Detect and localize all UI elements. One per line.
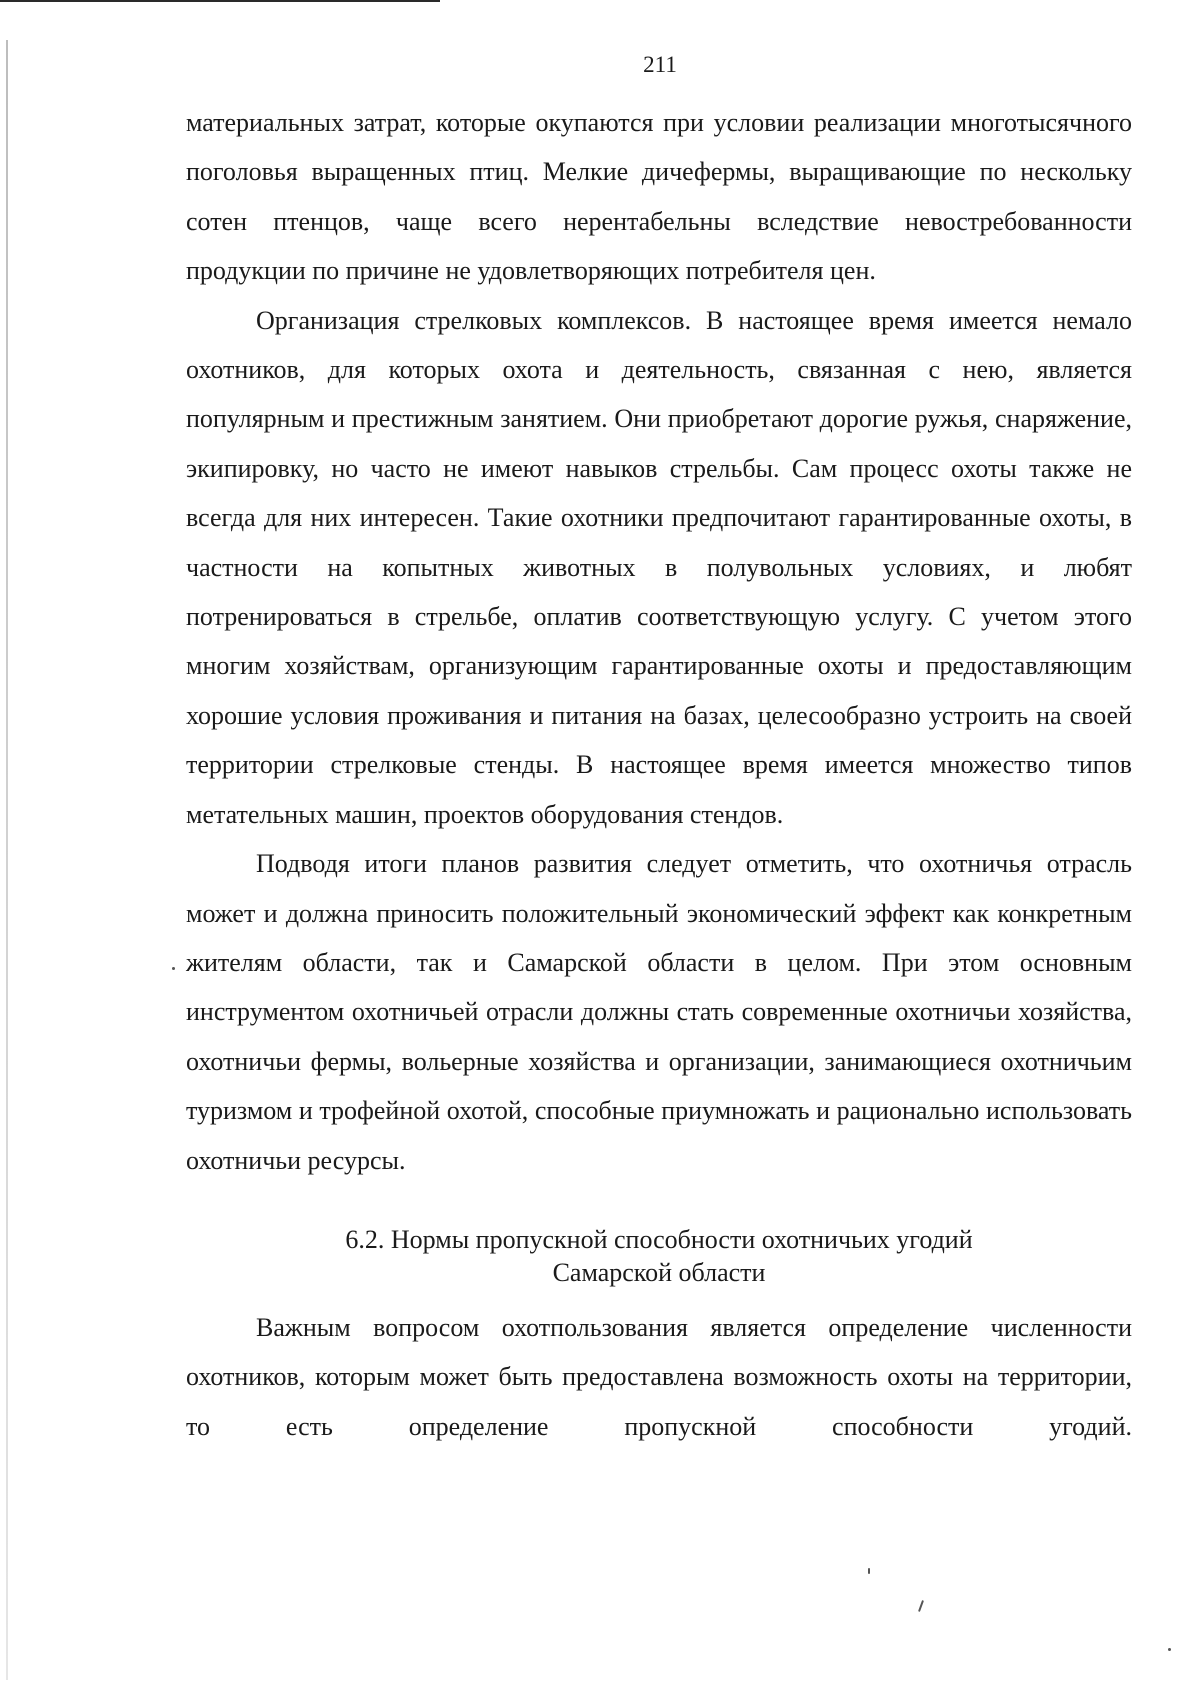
scan-top-edge: [0, 0, 440, 2]
paragraph-capacity: Важным вопросом охотпользования является определение численности охотников, которым может быть предоставлена возможность охоты на территории, то есть определение пропускной способности угодий.: [186, 1312, 1132, 1441]
paragraph-shooting-complexes: Организация стрелковых комплексов. В настоящее время имеется немало охотников, для которых охота и деятельность, связанная с нею, является популярным и престижным занятием. Они приобретают дорогие ружья, снаряжение, экипировку, но часто не имеют навыков стрельбы. Сам процесс охоты также не всегда для них интересен. Такие охотники предпочитают гарантированные охоты, в частности на копытных животных в полувольных условиях, и любят потренироваться в стрельбе, оплатив соответствующую услугу. С учетом этого многим хозяйствам, организующим гарантированные охоты и предоставляющим хорошие условия проживания и питания на базах, целесообразно устроить на своей территории стрелковые стенды. В настоящее время имеется множество типов метательных машин, проектов оборудования стендов.: [186, 305, 1132, 829]
scan-speck: [172, 967, 175, 970]
scan-left-edge: [6, 40, 8, 1680]
scan-speck: [918, 1600, 924, 1612]
paragraph-summary: Подводя итоги планов развития следует отметить, что охотничья отрасль может и должна приносить положительный экономический эффект как конкретным жителям области, так и Самарской области в целом. При этом основным инструментом охотничьей отрасли должны стать современные охотничьи хозяйства, охотничьи фермы, вольерные хозяйства и организации, занимающиеся охотничьим туризмом и трофейной охотой, способные приумножать и рационально использовать охотничьи ресурсы.: [186, 849, 1132, 1175]
scan-speck: [868, 1568, 870, 1574]
section-heading: [186, 1223, 1132, 1289]
paragraph-continuation: материальных затрат, которые окупаются при условии реализации многотысячного поголовья выращенных птиц. Мелкие дичефермы, выращивающие по нескольку сотен птенцов, чаще всего нерентабельны вследствие невостребованности продукции по причине не удовлетворяющих потребителя цен.: [186, 108, 1132, 286]
page-number: 211: [643, 52, 677, 77]
scan-speck: [1168, 1648, 1171, 1651]
page-body: [186, 98, 1132, 1451]
section-heading-line-1: 6.2. Нормы пропускной способности охотничьих угодий: [345, 1224, 973, 1254]
section-heading-line-2: Самарской области: [552, 1257, 766, 1287]
